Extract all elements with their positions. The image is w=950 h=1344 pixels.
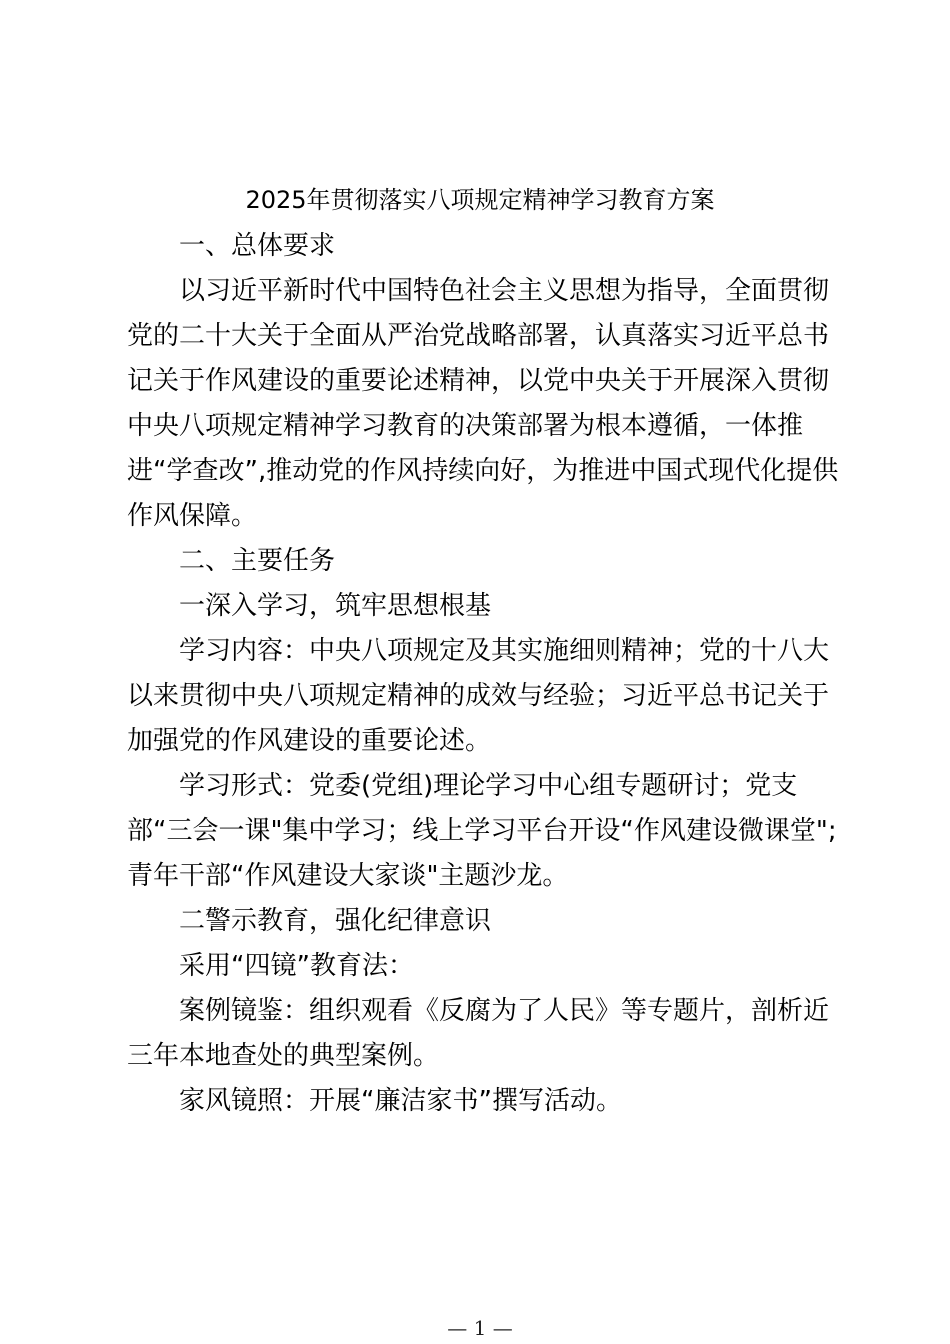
paragraph-line: 学习形式：党委(党组)理论学习中心组专题研讨；党支	[179, 771, 798, 801]
heading-text: 二、主要任务	[179, 546, 336, 576]
page-number: — 1 —	[447, 1316, 513, 1340]
paragraph-line: 学习内容：中央八项规定及其实施细则精神；党的十八大	[179, 636, 830, 666]
paragraph-line: 以习近平新时代中国特色社会主义思想为指导，全面贯彻	[179, 276, 830, 306]
paragraph-line: 记关于作风建设的重要论述精神，以党中央关于开展深入贯彻	[127, 366, 830, 396]
paragraph-line: 部“三会一课"集中学习；线上学习平台开设“作风建设微课堂";	[127, 816, 837, 846]
section-heading-general-requirements	[127, 224, 827, 269]
paragraph-line: 家风镜照：开展“廉洁家书”撰写活动。	[179, 1086, 622, 1116]
document-title: 2025年贯彻落实八项规定精神学习教育方案	[245, 186, 715, 214]
subheading-deep-study	[127, 584, 827, 629]
paragraph-line: 党的二十大关于全面从严治党战略部署，认真落实习近平总书	[127, 321, 830, 351]
paragraph-line: 作风保障。	[127, 501, 258, 531]
paragraph-line: 中央八项规定精神学习教育的决策部署为根本遵循，一体推	[127, 411, 804, 441]
paragraph-line: 采用“四镜”教育法：	[179, 951, 414, 981]
document-body	[127, 224, 839, 1124]
heading-text: 一、总体要求	[179, 231, 336, 261]
subheading-text: 二警示教育，强化纪律意识	[179, 906, 492, 936]
paragraph-line: 青年干部“作风建设大家谈"主题沙龙。	[127, 861, 569, 891]
family-mirror-paragraph	[127, 1079, 827, 1124]
paragraph-line: 加强党的作风建设的重要论述。	[127, 726, 492, 756]
method-intro	[127, 944, 827, 989]
paragraph-line: 进“学查改”,推动党的作风持续向好，为推进中国式现代化提供	[127, 456, 839, 486]
paragraph-line: 三年本地查处的典型案例。	[127, 1041, 440, 1071]
case-mirror-paragraph	[127, 989, 830, 1079]
subheading-text: 一深入学习，筑牢思想根基	[179, 591, 492, 621]
section-heading-main-tasks	[127, 539, 827, 584]
study-content-paragraph	[127, 629, 830, 764]
study-form-paragraph	[127, 764, 837, 899]
subheading-warning-education	[127, 899, 827, 944]
general-requirements-paragraph	[127, 269, 839, 539]
paragraph-line: 以来贯彻中央八项规定精神的成效与经验；习近平总书记关于	[127, 681, 830, 711]
paragraph-line: 案例镜鉴：组织观看《反腐为了人民》等专题片，剖析近	[179, 996, 830, 1026]
